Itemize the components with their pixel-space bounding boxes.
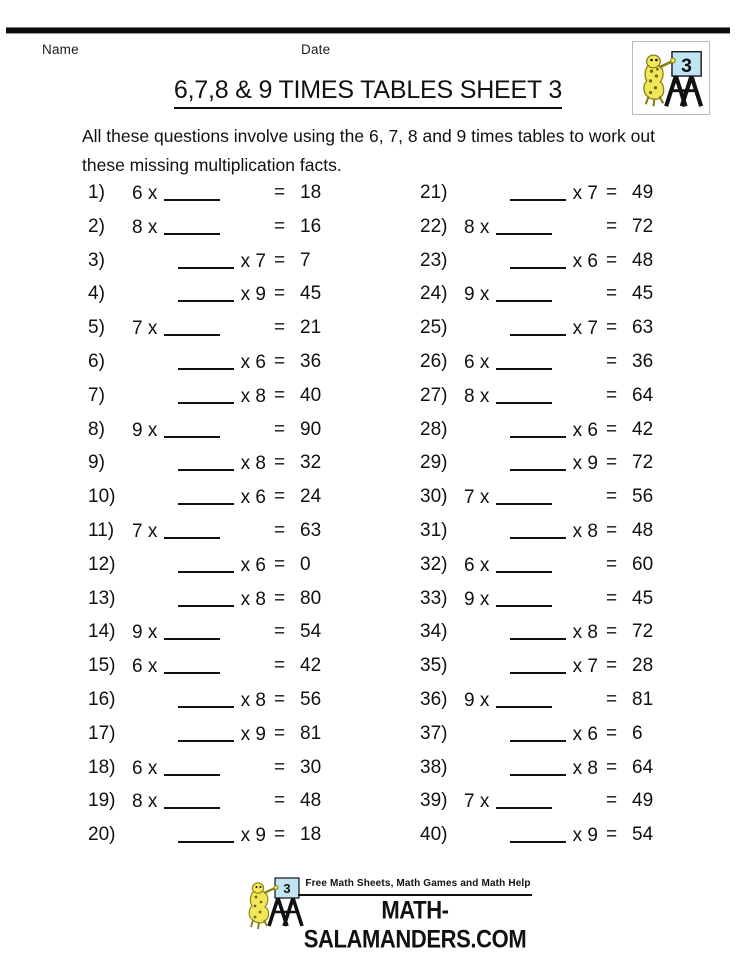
answer-blank[interactable]: [164, 216, 220, 235]
question-expression: [464, 452, 598, 475]
equals-sign: =: [274, 384, 286, 406]
question-row: [420, 419, 720, 453]
product-value: 56: [300, 688, 322, 710]
answer-blank[interactable]: [510, 182, 566, 201]
question-number: 39): [420, 790, 448, 812]
factor-right: x 7: [567, 318, 598, 340]
equals-sign: =: [274, 317, 286, 339]
question-expression: [132, 588, 266, 611]
product-value: 63: [632, 317, 654, 339]
question-number: 19): [88, 790, 116, 812]
question-row: [88, 790, 388, 824]
product-value: 0: [300, 553, 311, 575]
factor-right: x 8: [235, 385, 266, 407]
equals-sign: =: [274, 756, 286, 778]
question-number: 7): [88, 384, 105, 406]
answer-blank[interactable]: [496, 283, 552, 302]
answer-blank[interactable]: [178, 824, 234, 843]
question-expression: [464, 757, 598, 780]
factor-right: x 7: [235, 250, 266, 272]
question-number: 1): [88, 182, 105, 203]
name-label: Name: [42, 42, 79, 57]
question-expression: [464, 723, 598, 746]
product-value: 42: [632, 418, 654, 440]
product-value: 49: [632, 790, 654, 812]
question-row: [420, 283, 720, 317]
factor-right: x 8: [235, 689, 266, 711]
question-row: [420, 520, 720, 554]
question-row: [420, 723, 720, 757]
equals-sign: =: [606, 283, 618, 305]
product-value: 81: [300, 722, 322, 744]
product-value: 45: [632, 283, 654, 305]
question-number: 31): [420, 519, 448, 541]
question-expression: [464, 554, 598, 577]
question-row: [420, 216, 720, 250]
answer-blank[interactable]: [510, 419, 566, 438]
answer-blank[interactable]: [510, 520, 566, 539]
equals-sign: =: [274, 621, 286, 643]
equals-sign: =: [606, 688, 618, 710]
product-value: 16: [300, 215, 322, 237]
answer-blank[interactable]: [178, 486, 234, 505]
question-expression: [132, 790, 266, 813]
instructions-text: All these questions involve using the 6, 7, 8 and 9 times tables to work out these missing multiplication facts.: [82, 126, 655, 175]
factor-left: 6 x: [464, 554, 495, 576]
answer-blank[interactable]: [510, 824, 566, 843]
product-value: 30: [300, 756, 322, 778]
question-row: [88, 757, 388, 791]
factor-left: 8 x: [464, 216, 495, 238]
equals-sign: =: [606, 621, 618, 643]
equals-sign: =: [274, 418, 286, 440]
answer-blank[interactable]: [164, 790, 220, 809]
answer-blank[interactable]: [496, 216, 552, 235]
equals-sign: =: [606, 722, 618, 744]
question-expression: [132, 385, 266, 408]
factor-left: 7 x: [132, 318, 163, 340]
product-value: 48: [300, 790, 322, 812]
answer-blank[interactable]: [510, 757, 566, 776]
answer-blank[interactable]: [510, 317, 566, 336]
factor-right: x 8: [235, 588, 266, 610]
equals-sign: =: [606, 486, 618, 508]
answer-blank[interactable]: [510, 250, 566, 269]
question-expression: [132, 351, 266, 374]
product-value: 32: [300, 452, 322, 474]
question-row: [420, 317, 720, 351]
answer-blank[interactable]: [510, 723, 566, 742]
factor-left: 8 x: [464, 385, 495, 407]
product-value: 36: [300, 350, 322, 372]
question-expression: [132, 757, 266, 780]
answer-blank[interactable]: [178, 723, 234, 742]
factor-right: x 9: [235, 723, 266, 745]
product-value: 64: [632, 384, 654, 406]
factor-left: 6 x: [132, 183, 163, 204]
factor-right: x 6: [567, 419, 598, 441]
page-title: [0, 76, 736, 105]
factor-left: 9 x: [464, 588, 495, 610]
product-value: 28: [632, 655, 654, 677]
equals-sign: =: [606, 790, 618, 812]
answer-blank[interactable]: [164, 419, 220, 438]
question-expression: [132, 655, 266, 678]
question-row: [420, 655, 720, 689]
name-date-row: [0, 42, 736, 60]
question-number: 17): [88, 722, 116, 744]
factor-left: 6 x: [464, 351, 495, 373]
product-value: 45: [300, 283, 322, 305]
factor-right: x 7: [567, 656, 598, 678]
question-number: 29): [420, 452, 448, 474]
question-row: [88, 621, 388, 655]
product-value: 40: [300, 384, 322, 406]
question-expression: [464, 385, 598, 408]
question-number: 28): [420, 418, 448, 440]
question-row: [420, 689, 720, 723]
answer-blank[interactable]: [510, 655, 566, 674]
question-row: [88, 250, 388, 284]
factor-right: x 6: [235, 554, 266, 576]
equals-sign: =: [606, 655, 618, 677]
question-number: 26): [420, 350, 448, 372]
question-number: 32): [420, 553, 448, 575]
question-number: 5): [88, 317, 105, 339]
product-value: 64: [632, 756, 654, 778]
question-expression: [464, 216, 598, 239]
question-number: 35): [420, 655, 448, 677]
question-row: [88, 824, 388, 858]
question-row: [88, 452, 388, 486]
product-value: 72: [632, 215, 654, 237]
question-row: [420, 385, 720, 419]
question-row: [88, 317, 388, 351]
question-expression: [464, 621, 598, 644]
equals-sign: =: [274, 486, 286, 508]
equals-sign: =: [606, 553, 618, 575]
answer-blank[interactable]: [510, 621, 566, 640]
question-expression: [464, 588, 598, 611]
question-number: 23): [420, 249, 448, 271]
factor-right: x 6: [567, 250, 598, 272]
product-value: 7: [300, 249, 311, 271]
question-row: [88, 554, 388, 588]
question-expression: [464, 419, 598, 442]
question-number: 14): [88, 621, 116, 643]
product-value: 45: [632, 587, 654, 609]
equals-sign: =: [606, 249, 618, 271]
product-value: 36: [632, 350, 654, 372]
question-expression: [464, 182, 598, 205]
question-number: 38): [420, 756, 448, 778]
question-row: [88, 351, 388, 385]
answer-blank[interactable]: [164, 655, 220, 674]
date-label: Date: [301, 42, 331, 57]
question-row: [420, 588, 720, 622]
product-value: 56: [632, 486, 654, 508]
question-expression: [132, 621, 266, 644]
product-value: 54: [300, 621, 322, 643]
equals-sign: =: [274, 283, 286, 305]
factor-left: 6 x: [132, 757, 163, 779]
factor-left: 9 x: [132, 419, 163, 441]
question-number: 8): [88, 418, 105, 440]
question-row: [420, 790, 720, 824]
factor-left: 9 x: [464, 689, 495, 711]
question-expression: [132, 486, 266, 509]
answer-blank[interactable]: [496, 790, 552, 809]
answer-blank[interactable]: [164, 520, 220, 539]
equals-sign: =: [274, 249, 286, 271]
equals-sign: =: [274, 688, 286, 710]
question-number: 18): [88, 756, 116, 778]
question-row: [420, 554, 720, 588]
top-rule-divider: [6, 27, 730, 34]
factor-left: 9 x: [132, 622, 163, 644]
equals-sign: =: [274, 587, 286, 609]
factor-right: x 6: [567, 723, 598, 745]
question-row: [420, 351, 720, 385]
question-number: 11): [88, 519, 115, 541]
answer-blank[interactable]: [164, 757, 220, 776]
product-value: 72: [632, 621, 654, 643]
questions-column-right: [420, 182, 720, 858]
question-expression: [132, 452, 266, 475]
footer-website-url: MATH-SALAMANDERS.COM: [303, 896, 527, 954]
answer-blank[interactable]: [178, 554, 234, 573]
equals-sign: =: [606, 182, 618, 203]
question-number: 30): [420, 486, 448, 508]
factor-right: x 8: [235, 453, 266, 475]
question-row: [88, 216, 388, 250]
product-value: 6: [632, 722, 643, 744]
question-expression: [464, 317, 598, 340]
factor-left: 7 x: [464, 487, 495, 509]
question-row: [88, 588, 388, 622]
question-row: [88, 419, 388, 453]
equals-sign: =: [274, 655, 286, 677]
answer-blank[interactable]: [510, 452, 566, 471]
question-row: [420, 486, 720, 520]
equals-sign: =: [606, 452, 618, 474]
answer-blank[interactable]: [496, 486, 552, 505]
question-row: [420, 182, 720, 216]
factor-right: x 8: [567, 622, 598, 644]
equals-sign: =: [606, 824, 618, 846]
question-number: 24): [420, 283, 448, 305]
product-value: 24: [300, 486, 322, 508]
question-row: [88, 385, 388, 419]
question-number: 20): [88, 824, 116, 846]
question-row: [88, 486, 388, 520]
factor-right: x 9: [235, 825, 266, 847]
question-number: 21): [420, 182, 448, 203]
question-row: [420, 824, 720, 858]
question-number: 9): [88, 452, 105, 474]
question-expression: [464, 283, 598, 306]
question-row: [420, 452, 720, 486]
question-row: [88, 182, 388, 216]
question-expression: [132, 216, 266, 239]
answer-blank[interactable]: [178, 588, 234, 607]
answer-blank[interactable]: [178, 385, 234, 404]
question-number: 40): [420, 824, 448, 846]
answer-blank[interactable]: [496, 588, 552, 607]
question-number: 33): [420, 587, 448, 609]
equals-sign: =: [274, 519, 286, 541]
question-number: 2): [88, 215, 105, 237]
footer-salamander-logo: [242, 874, 304, 932]
question-number: 13): [88, 587, 116, 609]
product-value: 80: [300, 587, 322, 609]
answer-blank[interactable]: [178, 689, 234, 708]
equals-sign: =: [274, 182, 286, 203]
product-value: 21: [300, 317, 322, 339]
equals-sign: =: [274, 452, 286, 474]
answer-blank[interactable]: [178, 283, 234, 302]
factor-left: 7 x: [132, 520, 163, 542]
factor-right: x 6: [235, 487, 266, 509]
question-expression: [132, 689, 266, 712]
footer-tagline: Free Math Sheets, Math Games and Math Help: [305, 878, 531, 889]
question-expression: [132, 723, 266, 746]
product-value: 42: [300, 655, 322, 677]
equals-sign: =: [606, 756, 618, 778]
question-number: 34): [420, 621, 448, 643]
equals-sign: =: [274, 215, 286, 237]
product-value: 18: [300, 182, 322, 203]
answer-blank[interactable]: [164, 182, 220, 201]
equals-sign: =: [274, 824, 286, 846]
question-expression: [132, 554, 266, 577]
question-expression: [464, 250, 598, 273]
question-number: 22): [420, 215, 448, 237]
factor-right: x 7: [567, 183, 598, 204]
factor-left: 6 x: [132, 656, 163, 678]
equals-sign: =: [274, 722, 286, 744]
question-row: [420, 757, 720, 791]
factor-left: 8 x: [132, 791, 163, 813]
question-number: 37): [420, 722, 448, 744]
questions-column-left: [88, 182, 388, 858]
product-value: 48: [632, 519, 654, 541]
answer-blank[interactable]: [496, 554, 552, 573]
question-expression: [132, 520, 266, 543]
product-value: 81: [632, 688, 654, 710]
product-value: 48: [632, 249, 654, 271]
equals-sign: =: [606, 587, 618, 609]
equals-sign: =: [274, 553, 286, 575]
page-title-text: 6,7,8 & 9 TIMES TABLES SHEET 3: [174, 76, 562, 109]
svg-text:3: 3: [283, 881, 291, 896]
answer-blank[interactable]: [496, 351, 552, 370]
answer-blank[interactable]: [164, 621, 220, 640]
equals-sign: =: [274, 350, 286, 372]
question-row: [88, 689, 388, 723]
svg-text:3: 3: [681, 55, 692, 78]
page-footer: [0, 872, 736, 954]
question-number: 4): [88, 283, 105, 305]
question-number: 27): [420, 384, 448, 406]
factor-right: x 9: [567, 825, 598, 847]
question-number: 6): [88, 350, 105, 372]
question-number: 15): [88, 655, 116, 677]
question-expression: [132, 317, 266, 340]
answer-blank[interactable]: [496, 385, 552, 404]
product-value: 60: [632, 553, 654, 575]
answer-blank[interactable]: [178, 250, 234, 269]
question-expression: [464, 520, 598, 543]
product-value: 54: [632, 824, 654, 846]
question-expression: [132, 824, 266, 847]
question-number: 25): [420, 317, 448, 339]
question-expression: [132, 419, 266, 442]
answer-blank[interactable]: [496, 689, 552, 708]
product-value: 49: [632, 182, 654, 203]
question-number: 10): [88, 486, 116, 508]
question-expression: [464, 689, 598, 712]
equals-sign: =: [606, 215, 618, 237]
question-expression: [464, 790, 598, 813]
equals-sign: =: [606, 418, 618, 440]
question-row: [88, 520, 388, 554]
question-expression: [464, 655, 598, 678]
question-row: [420, 250, 720, 284]
answer-blank[interactable]: [178, 351, 234, 370]
product-value: 63: [300, 519, 322, 541]
factor-left: 9 x: [464, 284, 495, 306]
equals-sign: =: [274, 790, 286, 812]
question-number: 12): [88, 553, 116, 575]
answer-blank[interactable]: [164, 317, 220, 336]
question-row: [88, 283, 388, 317]
factor-left: 7 x: [464, 791, 495, 813]
product-value: 18: [300, 824, 322, 846]
equals-sign: =: [606, 384, 618, 406]
question-expression: [132, 182, 266, 205]
question-expression: [464, 351, 598, 374]
answer-blank[interactable]: [178, 452, 234, 471]
question-expression: [132, 283, 266, 306]
question-expression: [132, 250, 266, 273]
question-number: 36): [420, 688, 448, 710]
factor-left: 8 x: [132, 216, 163, 238]
question-number: 16): [88, 688, 116, 710]
equals-sign: =: [606, 350, 618, 372]
question-row: [88, 655, 388, 689]
factor-right: x 6: [235, 351, 266, 373]
question-row: [420, 621, 720, 655]
question-expression: [464, 486, 598, 509]
product-value: 90: [300, 418, 322, 440]
factor-right: x 8: [567, 520, 598, 542]
factor-right: x 9: [567, 453, 598, 475]
question-row: [88, 723, 388, 757]
equals-sign: =: [606, 519, 618, 541]
question-expression: [464, 824, 598, 847]
product-value: 72: [632, 452, 654, 474]
factor-right: x 9: [235, 284, 266, 306]
equals-sign: =: [606, 317, 618, 339]
question-number: 3): [88, 249, 105, 271]
factor-right: x 8: [567, 757, 598, 779]
